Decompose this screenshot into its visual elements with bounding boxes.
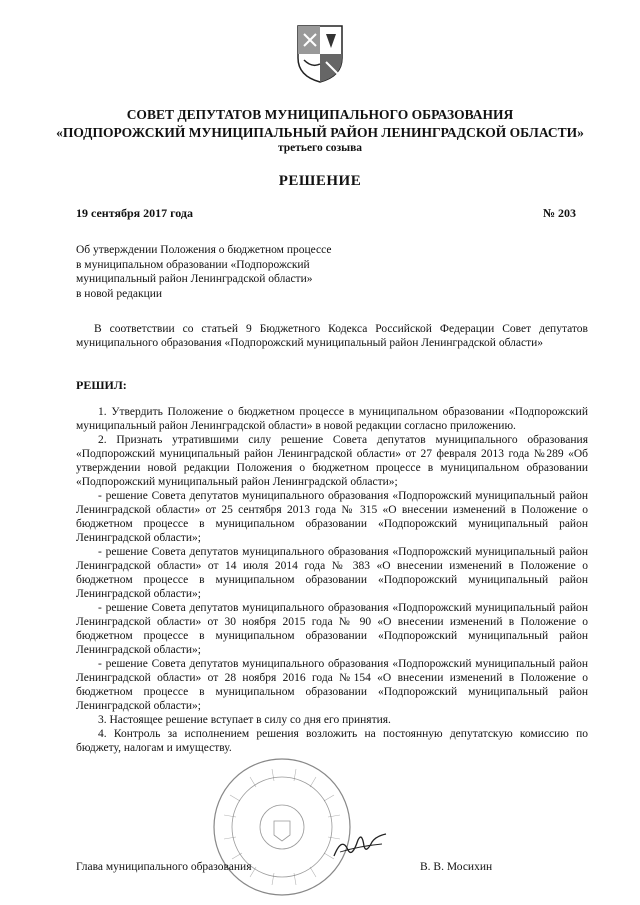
resolution-item: - решение Совета депутатов муниципального образования «Подпорожский муниципальный район Ленинградской области» от 30 ноября 2015 года № 90 «О внесении изменений в Положение о бюджетном процессе в муниципальном образовании «Подпорожский муниципальный район Ленинградской области»;: [76, 602, 588, 656]
resolution-item: 4. Контроль за исполнением решения возложить на постоянную депутатскую комиссию по бюджету, налогам и имуществу.: [76, 728, 588, 754]
subject-line: муниципальный район Ленинградской области»: [76, 273, 313, 285]
subject-line: в новой редакции: [76, 287, 163, 300]
resolution-item: 2. Признать утратившими силу решение Совета депутатов муниципального образования «Подпорожский муниципальный район Ленинградской области» от 27 февраля 2013 года №289 «Об утверждении новой редакции Положения о бюджетном процессе в муниципальном образовании «Подпорожский муниципальный район Ленинградской области»;: [76, 434, 588, 488]
resolution-item: - решение Совета депутатов муниципального образования «Подпорожский муниципальный район Ленинградской области» от 28 ноября 2016 года №154 «О внесении изменений в Положение о бюджетном процессе в муниципальном образовании «Подпорожский муниципальный район Ленинградской области»;: [76, 658, 588, 712]
subject-line: Об утверждении Положения о бюджетном процессе: [76, 244, 332, 256]
document-number: № 203: [542, 206, 576, 220]
document-subject: [76, 243, 376, 301]
council-title: СОВЕТ ДЕПУТАТОВ МУНИЦИПАЛЬНОГО ОБРАЗОВАНИЯ: [126, 107, 514, 122]
resolved-heading: РЕШИЛ:: [76, 378, 127, 392]
signatory-name: В. В. Мосихин: [420, 861, 493, 873]
signatory-position: Глава муниципального образования: [76, 861, 252, 873]
resolution-item: - решение Совета депутатов муниципального образования «Подпорожский муниципальный район Ленинградской области» от 25 сентября 2013 года № 315 «О внесении изменений в Положение о бюджетном процессе в муниципальном образовании «Подпорожский муниципальный район Ленинградской области»;: [76, 490, 588, 544]
document-title: РЕШЕНИЕ: [278, 173, 362, 189]
subject-line: в муниципальном образовании «Подпорожский: [76, 258, 310, 271]
resolution-item: 1. Утвердить Положение о бюджетном процессе в муниципальном образовании «Подпорожский муниципальный район Ленинградской области» в новой редакции согласно приложению.: [76, 406, 588, 432]
intro-paragraph: В соответствии со статьей 9 Бюджетного Кодекса Российской Федерации Совет депутатов муниципального образования «Подпорожский муниципальный район Ленинградской области»: [76, 323, 588, 349]
handwritten-signature-icon: [330, 826, 390, 862]
document-date: 19 сентября 2017 года: [76, 206, 193, 220]
district-title: «ПОДПОРОЖСКИЙ МУНИЦИПАЛЬНЫЙ РАЙОН ЛЕНИНГРАДСКОЙ ОБЛАСТИ»: [56, 125, 584, 140]
resolution-item: - решение Совета депутатов муниципального образования «Подпорожский муниципальный район Ленинградской области» от 14 июля 2014 года № 383 «О внесении изменений в Положение о бюджетном процессе в муниципальном образовании «Подпорожский муниципальный район Ленинградской области»;: [76, 546, 588, 600]
convocation: третьего созыва: [277, 142, 363, 154]
resolution-item: 3. Настоящее решение вступает в силу со дня его принятия.: [98, 714, 391, 726]
coat-of-arms-icon: [296, 24, 344, 84]
resolution-items: [76, 405, 588, 755]
date-line: [76, 206, 576, 221]
